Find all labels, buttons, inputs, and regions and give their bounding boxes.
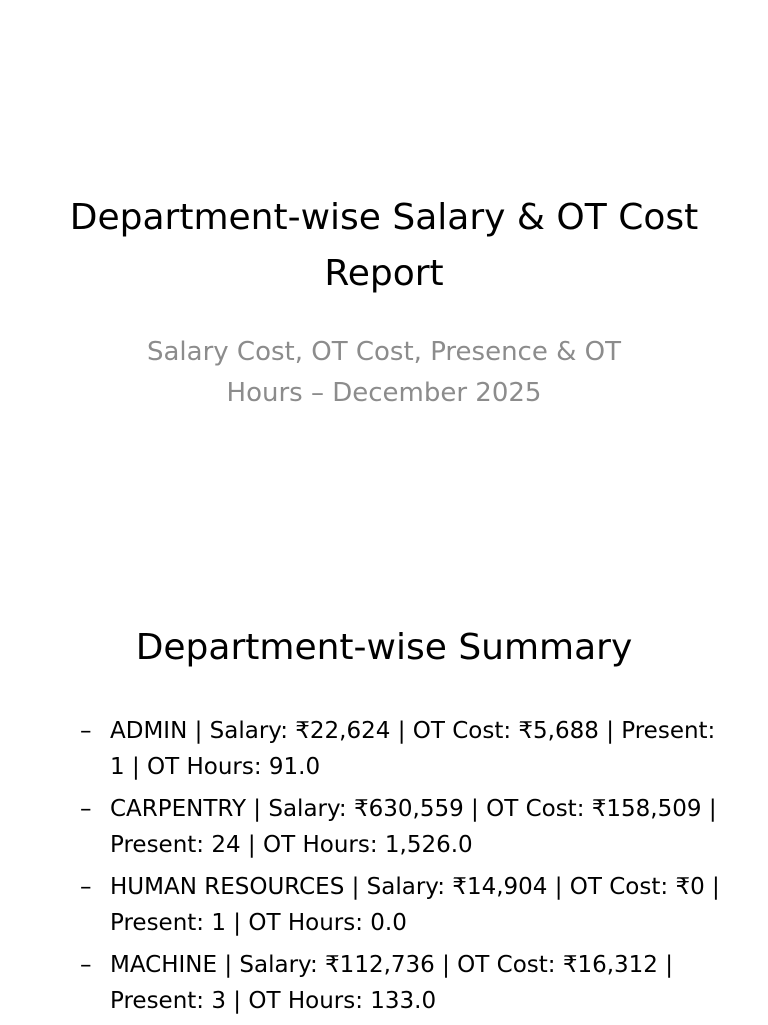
- list-item: [80, 869, 720, 941]
- department-summary-carpentry: CARPENTRY | Salary: ₹630,559 | OT Cost: ₹158,509 | Present: 24 | OT Hours: 1,526.0: [110, 796, 717, 858]
- bullet-dash: –: [80, 718, 92, 744]
- list-item: [80, 947, 720, 1019]
- department-summary-human-resources: HUMAN RESOURCES | Salary: ₹14,904 | OT Cost: ₹0 | Present: 1 | OT Hours: 0.0: [110, 874, 720, 936]
- department-summary-list: [80, 713, 720, 1025]
- department-summary-machine: MACHINE | Salary: ₹112,736 | OT Cost: ₹16,312 | Present: 3 | OT Hours: 133.0: [110, 952, 673, 1014]
- bullet-dash: –: [80, 952, 92, 978]
- summary-heading: Department-wise Summary: [135, 627, 633, 668]
- list-item: [80, 713, 720, 785]
- report-subtitle: Salary Cost, OT Cost, Presence & OT Hours – December 2025: [146, 337, 621, 408]
- list-item: [80, 791, 720, 863]
- summary-slide: [0, 576, 768, 1024]
- department-summary-admin: ADMIN | Salary: ₹22,624 | OT Cost: ₹5,688 | Present: 1 | OT Hours: 91.0: [110, 718, 716, 780]
- report-title: Department-wise Salary & OT Cost Report: [69, 197, 699, 294]
- bullet-dash: –: [80, 874, 92, 900]
- bullet-dash: –: [80, 796, 92, 822]
